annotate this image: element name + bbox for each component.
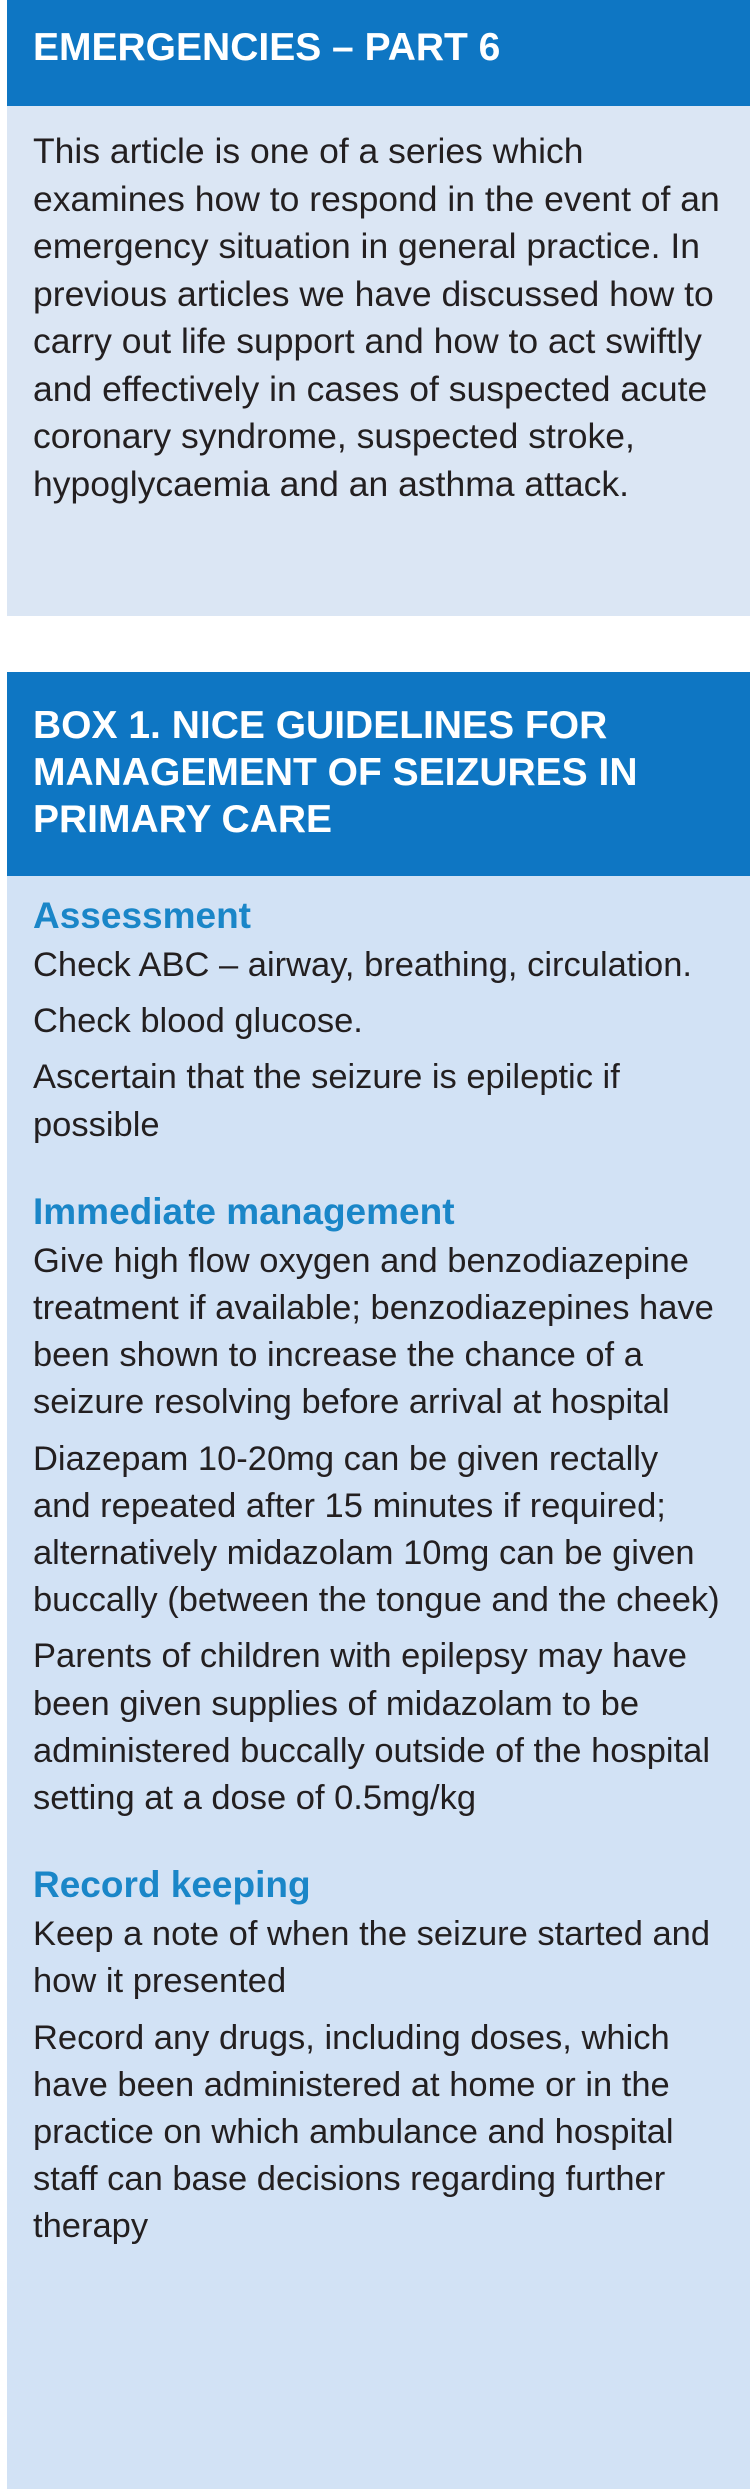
- section-heading: Immediate management: [33, 1190, 455, 1232]
- section-paragraph: Diazepam 10-20mg can be given rectally and repeated after 15 minutes if required; alternatively midazolam 10mg can be given buccally (between the tongue and the cheek): [33, 1439, 720, 1620]
- nice-guidelines-title: BOX 1. NICE GUIDELINES FOR MANAGEMENT OF SEIZURES IN PRIMARY CARE: [7, 672, 750, 876]
- nice-guidelines-box: [7, 672, 750, 2489]
- emergencies-intro: This article is one of a series which examines how to respond in the event of an emergency situation in general practice. In previous articles we have discussed how to carry out life support and how to act swiftly and effectively in cases of suspected acute coronary syndrome, suspected stroke, hypoglycaemia and an asthma attack.: [33, 131, 720, 504]
- section-paragraph: Check blood glucose.: [33, 1002, 363, 1041]
- section-heading: Assessment: [33, 895, 252, 936]
- section-paragraph: Record any drugs, including doses, which have been administered at home or in the practice on which ambulance and hospital staff can base decisions regarding further therapy: [33, 2018, 674, 2246]
- emergencies-title: EMERGENCIES – PART 6: [7, 0, 750, 106]
- section-immediate-management: [33, 1189, 724, 1822]
- section-paragraph: Check ABC – airway, breathing, circulation.: [33, 946, 693, 984]
- section-assessment: [33, 893, 724, 1149]
- nice-guidelines-content: [7, 876, 750, 2251]
- emergencies-box: [7, 0, 750, 616]
- section-paragraph: Keep a note of when the seizure started and how it presented: [33, 1915, 711, 2001]
- section-record-keeping: [33, 1862, 724, 2250]
- section-paragraph: Parents of children with epilepsy may have been given supplies of midazolam to be administered buccally outside of the hospital setting at a dose of 0.5mg/kg: [33, 1637, 710, 1818]
- section-heading: Record keeping: [33, 1864, 311, 1906]
- section-paragraph: Ascertain that the seizure is epileptic if possible: [33, 1058, 620, 1144]
- section-paragraph: Give high flow oxygen and benzodiazepine treatment if available; benzodiazepines have been shown to increase the chance of a seizure resolving before arrival at hospital: [33, 1241, 714, 1422]
